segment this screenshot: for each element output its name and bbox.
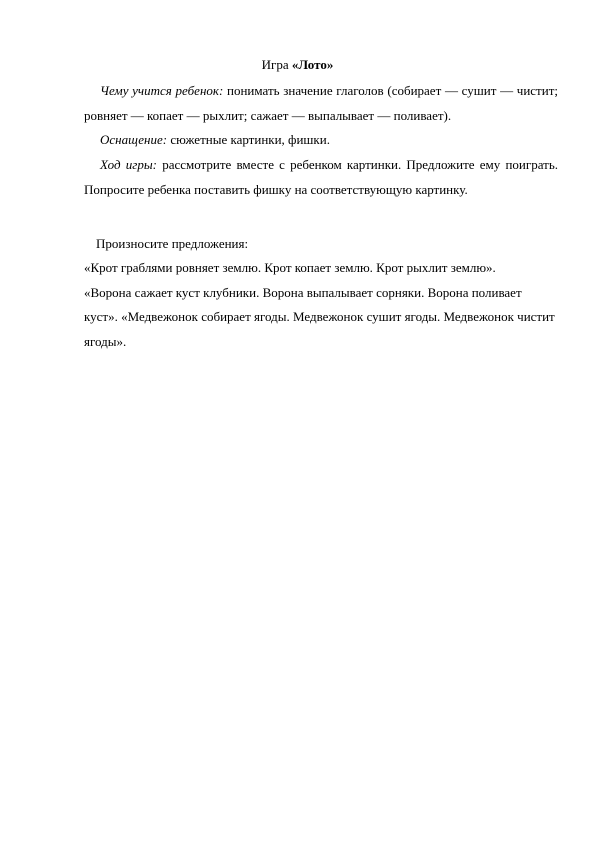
equipment-paragraph <box>84 128 558 153</box>
title-name: «Лото» <box>291 57 334 72</box>
equipment-text: сюжетные картинки, фишки. <box>167 132 330 147</box>
say-sentences-paragraph <box>84 232 558 257</box>
learning-text: понимать значение глаголов (собирает — сушит — чистит; ровняет — копает — рыхлит; сажает — выпалывает — поливает). <box>84 83 558 123</box>
sentence-crow-bear: «Ворона сажает куст клубники. Ворона выпалывает сорняки. Ворона поливает куст». «Медвежонок собирает ягоды. Медвежонок сушит ягоды. Медвежонок чистит ягоды». <box>84 284 555 349</box>
learning-label: Чему учится ребенок: <box>100 83 224 98</box>
equipment-label: Оснащение: <box>100 132 168 147</box>
learning-paragraph <box>84 79 558 128</box>
game-course-text: рассмотрите вместе с ребенком картинки. Предложите ему поиграть. Попросите ребенка поставить фишку на соответствующую картинку. <box>84 157 558 197</box>
say-sentences-text: Произносите предложения: <box>96 236 249 251</box>
sentence-mole: «Крот граблями ровняет землю. Крот копает землю. Крот рыхлит землю». <box>84 260 496 275</box>
title-prefix: Игра <box>261 57 292 72</box>
game-course-label: Ход игры: <box>100 157 157 172</box>
sentences-block <box>84 256 558 354</box>
game-course-paragraph <box>84 153 558 202</box>
document-title <box>0 57 595 73</box>
